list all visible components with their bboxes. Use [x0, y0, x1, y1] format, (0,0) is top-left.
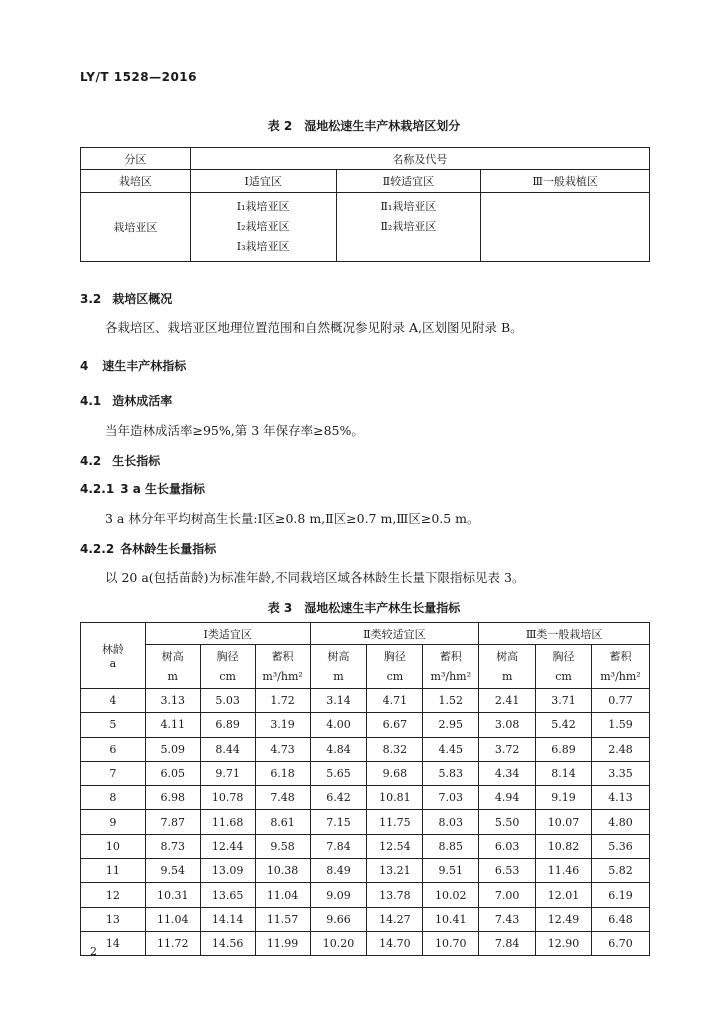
value-cell: 0.77 [592, 689, 650, 713]
value-cell: 6.98 [145, 786, 200, 810]
value-cell: 4.13 [592, 786, 650, 810]
value-cell: 13.65 [200, 883, 255, 907]
value-cell: 11.72 [145, 931, 200, 955]
value-cell: 7.48 [255, 786, 310, 810]
value-cell: 11.57 [255, 907, 310, 931]
value-cell: 6.89 [536, 737, 592, 761]
value-cell: 9.19 [536, 786, 592, 810]
value-cell: 4.80 [592, 810, 650, 834]
sub-zone-3 [481, 193, 650, 262]
value-cell: 10.78 [200, 786, 255, 810]
group-header-1: Ⅰ类适宜区 [145, 623, 310, 645]
value-cell: 5.50 [479, 810, 536, 834]
metric-name: 蓄积 [609, 649, 632, 663]
value-cell: 10.07 [536, 810, 592, 834]
value-cell: 11.68 [200, 810, 255, 834]
section-number: 4.1 [80, 394, 102, 408]
metric-header [479, 645, 536, 689]
age-cell: 10 [81, 834, 146, 858]
value-cell: 12.49 [536, 907, 592, 931]
value-cell: 8.61 [255, 810, 310, 834]
value-cell: 6.05 [145, 761, 200, 785]
table-row [81, 713, 650, 737]
table2-row2-label: 栽培亚区 [81, 193, 191, 262]
table-row [81, 907, 650, 931]
table2-head-right: 名称及代号 [190, 148, 649, 170]
age-cell: 8 [81, 786, 146, 810]
value-cell: 14.14 [200, 907, 255, 931]
metric-unit: m [333, 669, 344, 683]
sub-zone-2-2: Ⅱ₂栽培亚区 [380, 220, 437, 233]
metric-header [423, 645, 479, 689]
value-cell: 4.71 [367, 689, 423, 713]
value-cell: 9.51 [423, 859, 479, 883]
metric-header [145, 645, 200, 689]
metric-name: 胸径 [216, 649, 239, 663]
metric-name: 树高 [161, 649, 184, 663]
table-row [81, 810, 650, 834]
section-title: 造林成活率 [112, 394, 173, 408]
age-cell: 12 [81, 883, 146, 907]
table3 [80, 622, 650, 956]
value-cell: 8.73 [145, 834, 200, 858]
value-cell: 10.81 [367, 786, 423, 810]
age-cell: 4 [81, 689, 146, 713]
metric-header [536, 645, 592, 689]
value-cell: 5.83 [423, 761, 479, 785]
table-row [81, 931, 650, 955]
value-cell: 11.99 [255, 931, 310, 955]
value-cell: 9.09 [310, 883, 367, 907]
sub-zone-1-2: Ⅰ₂栽培亚区 [236, 220, 290, 233]
value-cell: 12.90 [536, 931, 592, 955]
table-row [81, 834, 650, 858]
section-4-1-text: 当年造林成活率≥95%,第 3 年保存率≥85%。 [105, 423, 364, 438]
section-4-2-2-heading [80, 540, 216, 557]
value-cell: 2.95 [423, 713, 479, 737]
value-cell: 6.42 [310, 786, 367, 810]
value-cell: 10.70 [423, 931, 479, 955]
value-cell: 5.03 [200, 689, 255, 713]
age-cell: 6 [81, 737, 146, 761]
value-cell: 4.73 [255, 737, 310, 761]
value-cell: 5.42 [536, 713, 592, 737]
age-cell: 9 [81, 810, 146, 834]
value-cell: 3.13 [145, 689, 200, 713]
table2-head-left: 分区 [81, 148, 191, 170]
section-title: 速生丰产林指标 [102, 359, 187, 373]
value-cell: 10.31 [145, 883, 200, 907]
sub-zone-2-1: Ⅱ₁栽培亚区 [380, 200, 437, 213]
document-code: LY/T 1528—2016 [80, 70, 198, 84]
value-cell: 5.65 [310, 761, 367, 785]
table-row [81, 786, 650, 810]
value-cell: 7.15 [310, 810, 367, 834]
value-cell: 11.46 [536, 859, 592, 883]
value-cell: 12.54 [367, 834, 423, 858]
value-cell: 4.45 [423, 737, 479, 761]
value-cell: 6.19 [592, 883, 650, 907]
section-title: 3 a 生长量指标 [120, 482, 205, 496]
metric-unit: m [167, 669, 178, 683]
section-number: 4.2.1 [80, 482, 115, 496]
section-number: 4 [80, 359, 89, 373]
value-cell: 6.67 [367, 713, 423, 737]
value-cell: 14.56 [200, 931, 255, 955]
value-cell: 9.68 [367, 761, 423, 785]
metric-unit: cm [386, 669, 404, 683]
value-cell: 10.41 [423, 907, 479, 931]
age-cell: 11 [81, 859, 146, 883]
value-cell: 6.89 [200, 713, 255, 737]
metric-name: 胸径 [383, 649, 406, 663]
value-cell: 11.04 [145, 907, 200, 931]
metric-name: 蓄积 [439, 649, 462, 663]
section-3-2-heading [80, 290, 172, 307]
value-cell: 14.70 [367, 931, 423, 955]
group-header-2: Ⅱ类较适宜区 [310, 623, 479, 645]
value-cell: 7.84 [479, 931, 536, 955]
value-cell: 13.09 [200, 859, 255, 883]
metric-unit: m [501, 669, 513, 683]
group-header-3: Ⅲ类一般栽培区 [479, 623, 650, 645]
section-title: 生长指标 [112, 454, 161, 468]
value-cell: 4.34 [479, 761, 536, 785]
section-4-1-heading [80, 392, 172, 409]
value-cell: 14.27 [367, 907, 423, 931]
sub-zone-1 [190, 193, 336, 262]
sub-zone-1-3: Ⅰ₃栽培亚区 [236, 240, 290, 253]
value-cell: 3.72 [479, 737, 536, 761]
value-cell: 6.70 [592, 931, 650, 955]
section-number: 4.2.2 [80, 542, 115, 556]
metric-unit: m³/hm² [430, 669, 472, 683]
value-cell: 10.38 [255, 859, 310, 883]
section-number: 3.2 [80, 292, 102, 306]
sub-zone-1-1: Ⅰ₁栽培亚区 [236, 200, 290, 213]
metric-name: 蓄积 [271, 649, 294, 663]
zone-1: Ⅰ适宜区 [190, 170, 336, 193]
metric-unit: cm [555, 669, 572, 683]
age-label: 林龄 [101, 643, 124, 656]
value-cell: 12.44 [200, 834, 255, 858]
sub-zone-2 [336, 193, 481, 262]
value-cell: 8.32 [367, 737, 423, 761]
zone-2: Ⅱ较适宜区 [336, 170, 481, 193]
table3-caption: 表 3 湿地松速生丰产林生长量指标 [267, 601, 461, 615]
value-cell: 7.43 [479, 907, 536, 931]
value-cell: 5.82 [592, 859, 650, 883]
zone-3: Ⅲ一般栽植区 [481, 170, 650, 193]
metric-header [367, 645, 423, 689]
value-cell: 6.48 [592, 907, 650, 931]
section-3-2-text: 各栽培区、栽培亚区地理位置范围和自然概况参见附录 A,区划图见附录 B。 [105, 320, 523, 335]
section-4-2-heading [80, 452, 160, 469]
value-cell: 1.59 [592, 713, 650, 737]
metric-name: 胸径 [552, 649, 575, 663]
table2-caption: 表 2 湿地松速生丰产林栽培区划分 [267, 119, 461, 133]
value-cell: 9.54 [145, 859, 200, 883]
value-cell: 7.03 [423, 786, 479, 810]
value-cell: 8.14 [536, 761, 592, 785]
section-4-2-1-heading [80, 480, 205, 497]
value-cell: 4.11 [145, 713, 200, 737]
value-cell: 9.71 [200, 761, 255, 785]
age-unit: a [109, 657, 117, 670]
value-cell: 3.19 [255, 713, 310, 737]
metric-unit: m³/hm² [262, 669, 303, 683]
age-header [81, 623, 146, 689]
metric-header [592, 645, 650, 689]
value-cell: 9.58 [255, 834, 310, 858]
age-cell: 13 [81, 907, 146, 931]
value-cell: 2.48 [592, 737, 650, 761]
value-cell: 8.49 [310, 859, 367, 883]
metric-header [200, 645, 255, 689]
age-cell: 14 [81, 931, 146, 955]
value-cell: 3.14 [310, 689, 367, 713]
value-cell: 6.18 [255, 761, 310, 785]
value-cell: 2.41 [479, 689, 536, 713]
section-title: 各林龄生长量指标 [120, 542, 217, 556]
value-cell: 7.84 [310, 834, 367, 858]
metric-header [255, 645, 310, 689]
value-cell: 4.94 [479, 786, 536, 810]
value-cell: 3.35 [592, 761, 650, 785]
metric-name: 树高 [496, 649, 519, 663]
value-cell: 7.87 [145, 810, 200, 834]
value-cell: 12.01 [536, 883, 592, 907]
metric-unit: m³/hm² [600, 669, 641, 683]
value-cell: 8.44 [200, 737, 255, 761]
value-cell: 3.71 [536, 689, 592, 713]
table-row [81, 859, 650, 883]
value-cell: 11.75 [367, 810, 423, 834]
metric-unit: cm [219, 669, 236, 683]
value-cell: 1.72 [255, 689, 310, 713]
value-cell: 13.21 [367, 859, 423, 883]
section-4-2-1-text: 3 a 林分年平均树高生长量:Ⅰ区≥0.8 m,Ⅱ区≥0.7 m,Ⅲ区≥0.5 m。 [105, 511, 480, 526]
value-cell: 5.09 [145, 737, 200, 761]
value-cell: 6.53 [479, 859, 536, 883]
value-cell: 9.66 [310, 907, 367, 931]
value-cell: 4.00 [310, 713, 367, 737]
value-cell: 10.82 [536, 834, 592, 858]
value-cell: 10.20 [310, 931, 367, 955]
table2-row1-label: 栽培区 [81, 170, 191, 193]
value-cell: 8.03 [423, 810, 479, 834]
age-cell: 7 [81, 761, 146, 785]
table-row [81, 737, 650, 761]
value-cell: 10.02 [423, 883, 479, 907]
value-cell: 11.04 [255, 883, 310, 907]
section-number: 4.2 [80, 454, 102, 468]
value-cell: 6.03 [479, 834, 536, 858]
table2 [80, 147, 650, 262]
section-title: 栽培区概况 [112, 292, 173, 306]
metric-name: 树高 [327, 649, 350, 663]
value-cell: 1.52 [423, 689, 479, 713]
value-cell: 4.84 [310, 737, 367, 761]
value-cell: 13.78 [367, 883, 423, 907]
value-cell: 3.08 [479, 713, 536, 737]
section-4-heading [80, 357, 186, 374]
value-cell: 8.85 [423, 834, 479, 858]
table-row [81, 761, 650, 785]
value-cell: 5.36 [592, 834, 650, 858]
table-row [81, 689, 650, 713]
section-4-2-2-text: 以 20 a(包括苗龄)为标准年龄,不同栽培区域各林龄生长量下限指标见表 3。 [105, 570, 525, 585]
table-row [81, 883, 650, 907]
metric-header [310, 645, 367, 689]
age-cell: 5 [81, 713, 146, 737]
value-cell: 7.00 [479, 883, 536, 907]
page-number: 2 [90, 945, 97, 958]
